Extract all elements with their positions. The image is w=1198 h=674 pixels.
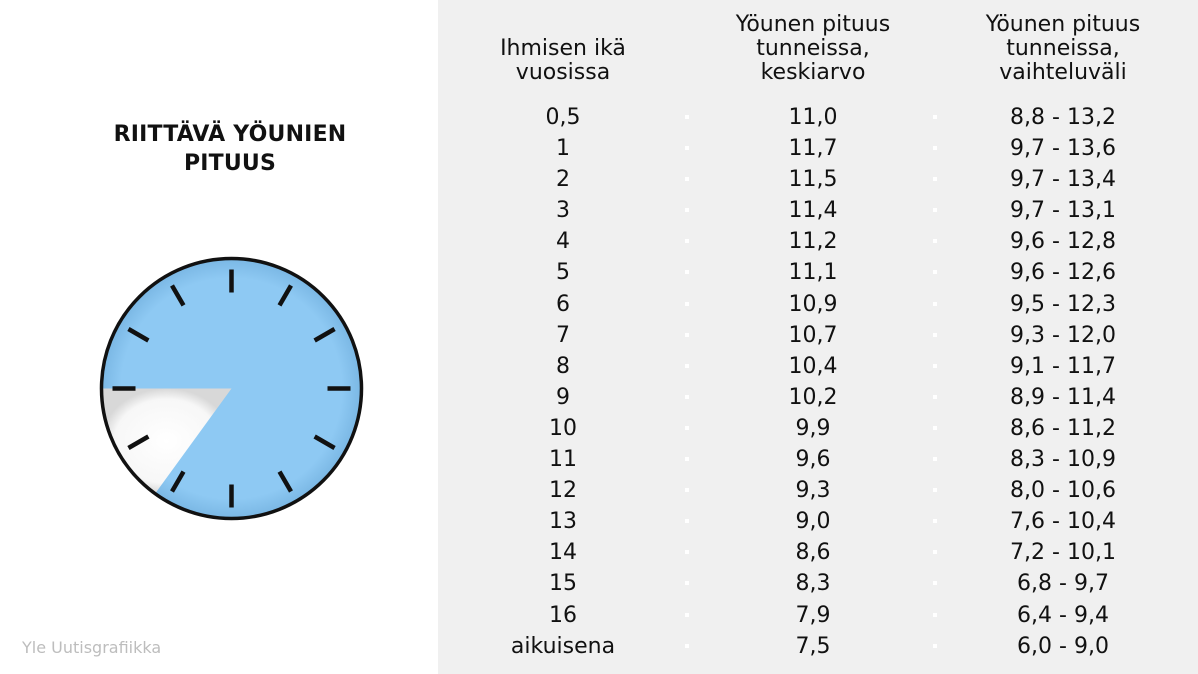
- cell-age: 7: [556, 322, 570, 348]
- separator-dot: [933, 177, 937, 181]
- cell-age: 12: [549, 478, 577, 504]
- separator-dot: [685, 581, 689, 585]
- separator-dot: [685, 488, 689, 492]
- table-row: [438, 195, 1198, 226]
- cell-age: 6: [556, 291, 570, 317]
- cell-age: 9: [556, 384, 570, 410]
- cell-age: aikuisena: [510, 633, 616, 659]
- cell-range: 9,7 - 13,6: [1010, 136, 1116, 162]
- table-row: [438, 537, 1198, 568]
- cell-range: 8,6 - 11,2: [1010, 415, 1116, 441]
- cell-age: 3: [556, 198, 570, 224]
- separator-dot: [685, 550, 689, 554]
- header-average-line-3: keskiarvo: [760, 60, 866, 85]
- table-row: [438, 475, 1198, 506]
- cell-average: 11,2: [788, 229, 838, 255]
- separator-dot: [933, 550, 937, 554]
- header-average-line-1: Yöunen pituus: [735, 12, 891, 37]
- cell-average: 9,6: [795, 447, 831, 473]
- cell-age: 8: [556, 353, 570, 379]
- table-row: [438, 631, 1198, 662]
- separator-dot: [685, 239, 689, 243]
- cell-average: 10,4: [788, 353, 838, 379]
- cell-average: 10,2: [788, 384, 838, 410]
- table-row: [438, 413, 1198, 444]
- separator-dot: [685, 208, 689, 212]
- cell-average: 9,9: [795, 415, 831, 441]
- separator-dot: [685, 270, 689, 274]
- table-row: [438, 133, 1198, 164]
- cell-average: 10,9: [788, 291, 838, 317]
- cell-average: 9,3: [795, 478, 831, 504]
- separator-dot: [685, 395, 689, 399]
- table-row: [438, 320, 1198, 351]
- table-row: [438, 257, 1198, 288]
- separator-dot: [933, 519, 937, 523]
- separator-dot: [933, 208, 937, 212]
- table-body: [438, 102, 1198, 662]
- separator-dot: [685, 177, 689, 181]
- title-line-1: RIITTÄVÄ YÖUNIEN: [113, 122, 347, 147]
- cell-age: 13: [549, 509, 577, 535]
- cell-range: 8,0 - 10,6: [1010, 478, 1116, 504]
- separator-dot: [933, 644, 937, 648]
- cell-age: 4: [556, 229, 570, 255]
- separator-dot: [933, 333, 937, 337]
- cell-range: 6,8 - 9,7: [1017, 571, 1109, 597]
- cell-average: 8,6: [795, 540, 831, 566]
- clock-icon: [98, 255, 365, 522]
- separator-dot: [685, 302, 689, 306]
- header-range-line-3: vaihteluväli: [999, 60, 1127, 85]
- separator-dot: [933, 115, 937, 119]
- header-age-line-1: Ihmisen ikä: [500, 36, 626, 61]
- page-title: [80, 120, 380, 178]
- cell-age: 14: [549, 540, 577, 566]
- separator-dot: [685, 613, 689, 617]
- cell-average: 8,3: [795, 571, 831, 597]
- credit-text: Yle Uutisgrafiikka: [22, 638, 162, 657]
- cell-range: 8,9 - 11,4: [1010, 384, 1116, 410]
- table-panel: [438, 0, 1198, 674]
- table-row: [438, 164, 1198, 195]
- cell-age: 5: [556, 260, 570, 286]
- separator-dot: [685, 519, 689, 523]
- cell-age: 0,5: [545, 105, 581, 130]
- table-row: [438, 102, 1198, 133]
- title-line-2: PITUUS: [183, 151, 277, 176]
- header-average: [688, 13, 938, 85]
- header-range-line-2: tunneissa,: [1006, 36, 1120, 61]
- header-range: [938, 13, 1188, 85]
- header-age-line-2: vuosissa: [515, 60, 611, 85]
- separator-dot: [685, 426, 689, 430]
- cell-age: 1: [556, 136, 570, 162]
- separator-dot: [933, 581, 937, 585]
- separator-dot: [685, 115, 689, 119]
- separator-dot: [933, 146, 937, 150]
- cell-average: 11,7: [788, 136, 838, 162]
- cell-average: 11,4: [788, 198, 838, 224]
- cell-average: 9,0: [795, 509, 831, 535]
- cell-range: 9,6 - 12,6: [1010, 260, 1116, 286]
- cell-average: 7,9: [795, 602, 831, 628]
- separator-dot: [685, 644, 689, 648]
- separator-dot: [933, 302, 937, 306]
- table-row: [438, 506, 1198, 537]
- cell-range: 9,3 - 12,0: [1010, 322, 1116, 348]
- header-range-line-1: Yöunen pituus: [985, 12, 1141, 37]
- cell-range: 6,0 - 9,0: [1017, 633, 1109, 659]
- cell-average: 7,5: [795, 633, 831, 659]
- separator-dot: [933, 270, 937, 274]
- cell-range: 7,2 - 10,1: [1010, 540, 1116, 566]
- separator-dot: [685, 364, 689, 368]
- separator-dot: [685, 146, 689, 150]
- separator-dot: [933, 457, 937, 461]
- cell-average: 11,0: [788, 105, 838, 130]
- cell-age: 10: [549, 415, 577, 441]
- cell-range: 9,1 - 11,7: [1010, 353, 1116, 379]
- cell-range: 6,4 - 9,4: [1017, 602, 1109, 628]
- separator-dot: [933, 613, 937, 617]
- table-row: [438, 382, 1198, 413]
- cell-range: 7,6 - 10,4: [1010, 509, 1116, 535]
- cell-age: 16: [549, 602, 577, 628]
- separator-dot: [933, 239, 937, 243]
- separator-dot: [685, 333, 689, 337]
- separator-dot: [933, 395, 937, 399]
- table-row: [438, 600, 1198, 631]
- table-row: [438, 444, 1198, 475]
- cell-range: 9,6 - 12,8: [1010, 229, 1116, 255]
- cell-average: 11,1: [788, 260, 838, 286]
- separator-dot: [933, 488, 937, 492]
- left-panel: [0, 0, 438, 674]
- header-age: [438, 37, 688, 85]
- cell-range: 9,7 - 13,1: [1010, 198, 1116, 224]
- cell-age: 2: [556, 167, 570, 193]
- table-row: [438, 351, 1198, 382]
- separator-dot: [933, 364, 937, 368]
- separator-dot: [685, 457, 689, 461]
- header-average-line-2: tunneissa,: [756, 36, 870, 61]
- cell-range: 9,5 - 12,3: [1010, 291, 1116, 317]
- cell-range: 8,8 - 13,2: [1010, 105, 1116, 130]
- cell-age: 11: [549, 447, 577, 473]
- cell-age: 15: [549, 571, 577, 597]
- cell-average: 11,5: [788, 167, 838, 193]
- table-row: [438, 568, 1198, 599]
- cell-average: 10,7: [788, 322, 838, 348]
- table-row: [438, 289, 1198, 320]
- table-row: [438, 226, 1198, 257]
- separator-dot: [933, 426, 937, 430]
- cell-range: 9,7 - 13,4: [1010, 167, 1116, 193]
- cell-range: 8,3 - 10,9: [1010, 447, 1116, 473]
